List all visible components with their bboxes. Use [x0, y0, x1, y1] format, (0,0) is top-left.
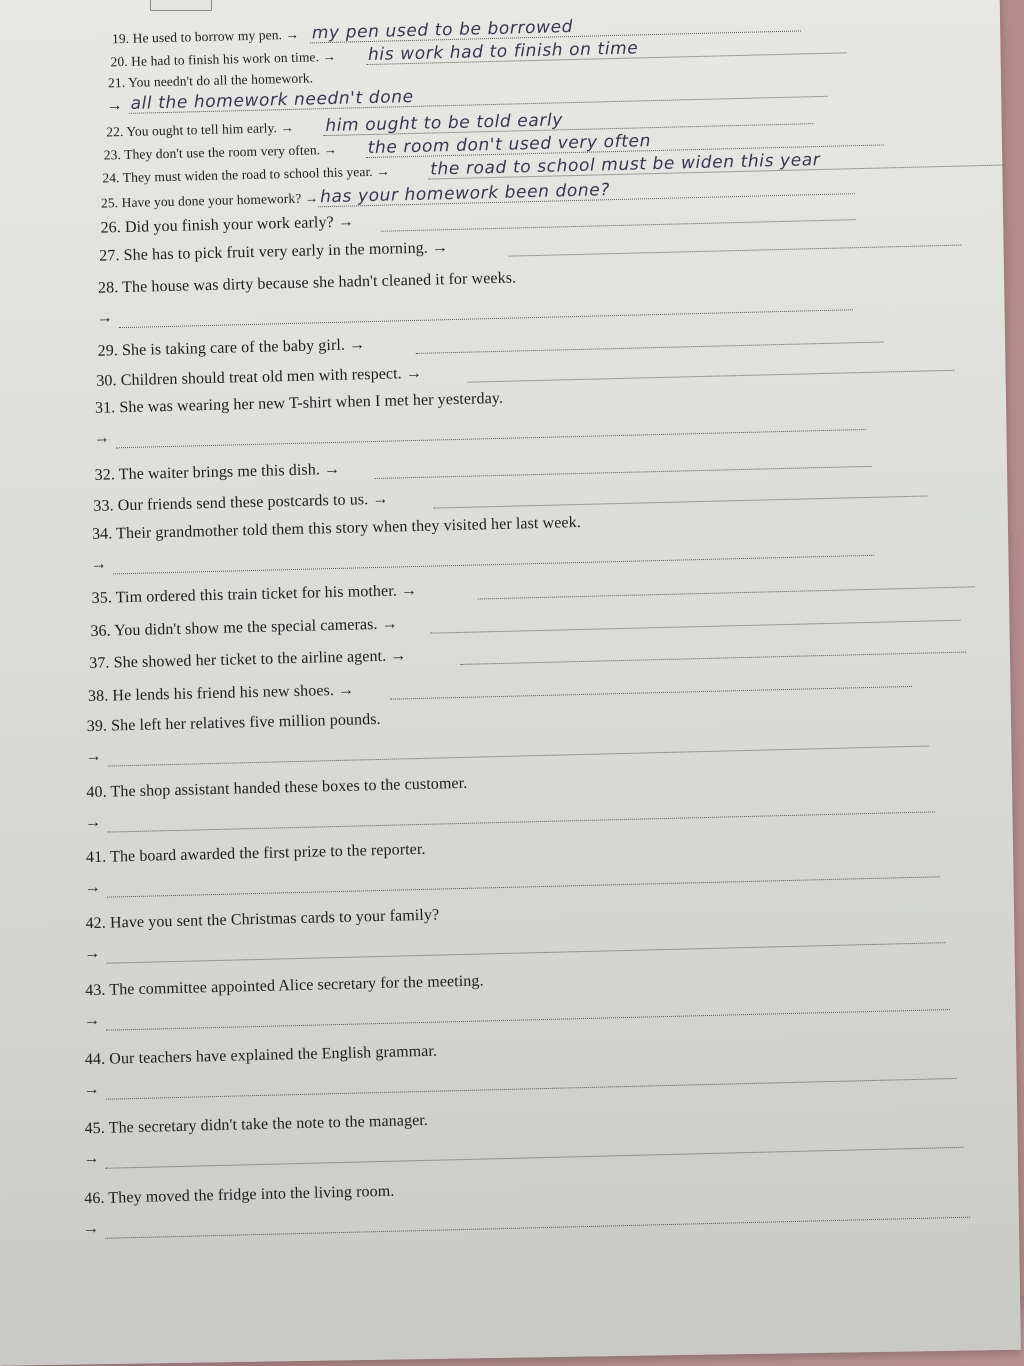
question-text: 32. The waiter brings me this dish. →	[94, 460, 341, 484]
answer-line[interactable]	[415, 342, 883, 354]
answer-line[interactable]	[116, 429, 866, 448]
answer-arrow: →	[90, 555, 108, 573]
answer-line[interactable]	[106, 1147, 964, 1169]
question-text: 20. He had to finish his work on time. →	[110, 48, 337, 70]
handwritten-answer: him ought to be told early	[325, 110, 564, 137]
handwritten-answer: the room don't used very often	[367, 131, 652, 159]
question-text: 28. The house was dirty because she hadn't cleaned it for weeks.	[97, 269, 517, 297]
answer-line[interactable]	[431, 620, 960, 634]
answer-arrow: →	[83, 1011, 101, 1030]
question-text: 46. They moved the fridge into the living room.	[84, 1182, 395, 1208]
question-text: 42. Have you sent the Christmas cards to your family?	[85, 906, 440, 933]
answer-line[interactable]	[508, 245, 961, 257]
question-text: 19. He used to borrow my pen. →	[111, 26, 300, 47]
question-text: 34. Their grandmother told them this story when they visited her last week.	[91, 513, 582, 543]
answer-arrow: →	[83, 1149, 100, 1168]
answer-line[interactable]	[467, 370, 954, 383]
answer-line[interactable]	[113, 555, 874, 575]
question-text: 31. She was wearing her new T-shirt when I met her yesterday.	[94, 389, 504, 417]
question-text: 39. She left her relatives five million pounds.	[86, 710, 381, 736]
handwritten-answer: my pen used to be borrowed	[311, 17, 574, 44]
handwritten-answer: his work had to finish on time	[367, 38, 639, 66]
handwritten-answer: has your homework been done?	[319, 180, 611, 208]
answer-line[interactable]	[119, 309, 853, 328]
answer-line[interactable]	[391, 686, 912, 700]
question-text: 23. They don't use the room very often. →	[103, 141, 338, 163]
question-text: 37. She showed her ticket to the airline agent. →	[89, 647, 407, 673]
answer-line[interactable]	[106, 1009, 950, 1031]
question-text: 29. She is taking care of the baby girl. →	[97, 336, 366, 360]
handwritten-answer: all the homework needn't done	[130, 86, 414, 114]
question-text: 30. Children should treat old men with respect. →	[96, 364, 423, 390]
question-text: 21. You needn't do all the homework.	[107, 70, 314, 91]
question-text: 43. The committee appointed Alice secretary for the meeting.	[85, 972, 484, 1000]
answer-arrow: →	[84, 944, 101, 963]
handwritten-answer: the road to school must be widen this year	[430, 150, 821, 180]
answer-line[interactable]	[380, 219, 855, 232]
question-text: 38. He lends his friend his new shoes. →	[87, 681, 355, 706]
answer-line[interactable]	[434, 495, 927, 508]
question-text: 24. They must widen the road to school this year. →	[102, 163, 391, 186]
question-text: 22. You ought to tell him early. →	[106, 119, 295, 140]
question-text: 45. The secretary didn't take the note to the manager.	[84, 1111, 429, 1138]
answer-arrow: →	[106, 97, 123, 115]
answer-arrow: →	[84, 878, 101, 897]
answer-line[interactable]	[478, 586, 975, 599]
answer-line[interactable]	[106, 1078, 957, 1100]
question-text: 33. Our friends send these postcards to us. →	[93, 490, 389, 515]
question-text: 25. Have you done your homework? →	[100, 190, 319, 211]
answer-line[interactable]	[107, 811, 935, 832]
answer-line[interactable]	[460, 652, 966, 665]
answer-arrow: →	[84, 813, 102, 832]
answer-arrow: →	[83, 1080, 100, 1099]
answer-arrow: →	[85, 747, 102, 766]
question-text: 27. She has to pick fruit very early in the morning. →	[99, 239, 449, 265]
question-text: 44. Our teachers have explained the English grammar.	[84, 1042, 438, 1069]
answer-line[interactable]	[107, 876, 940, 897]
question-text: 26. Did you finish your work early? →	[100, 213, 355, 237]
answer-arrow: →	[82, 1219, 100, 1238]
answer-line[interactable]	[105, 1217, 970, 1239]
question-text: 35. Tim ordered this train ticket for his mother. →	[91, 581, 418, 607]
question-text: 41. The board awarded the first prize to the reporter.	[85, 840, 426, 867]
answer-line[interactable]	[107, 942, 946, 963]
answer-arrow: →	[93, 429, 110, 447]
answer-line[interactable]	[108, 746, 929, 767]
answer-line[interactable]	[374, 466, 871, 479]
answer-arrow: →	[96, 309, 114, 327]
question-text: 40. The shop assistant handed these boxes to the customer.	[86, 774, 468, 802]
question-text: 36. You didn't show me the special cameras. →	[90, 615, 398, 640]
